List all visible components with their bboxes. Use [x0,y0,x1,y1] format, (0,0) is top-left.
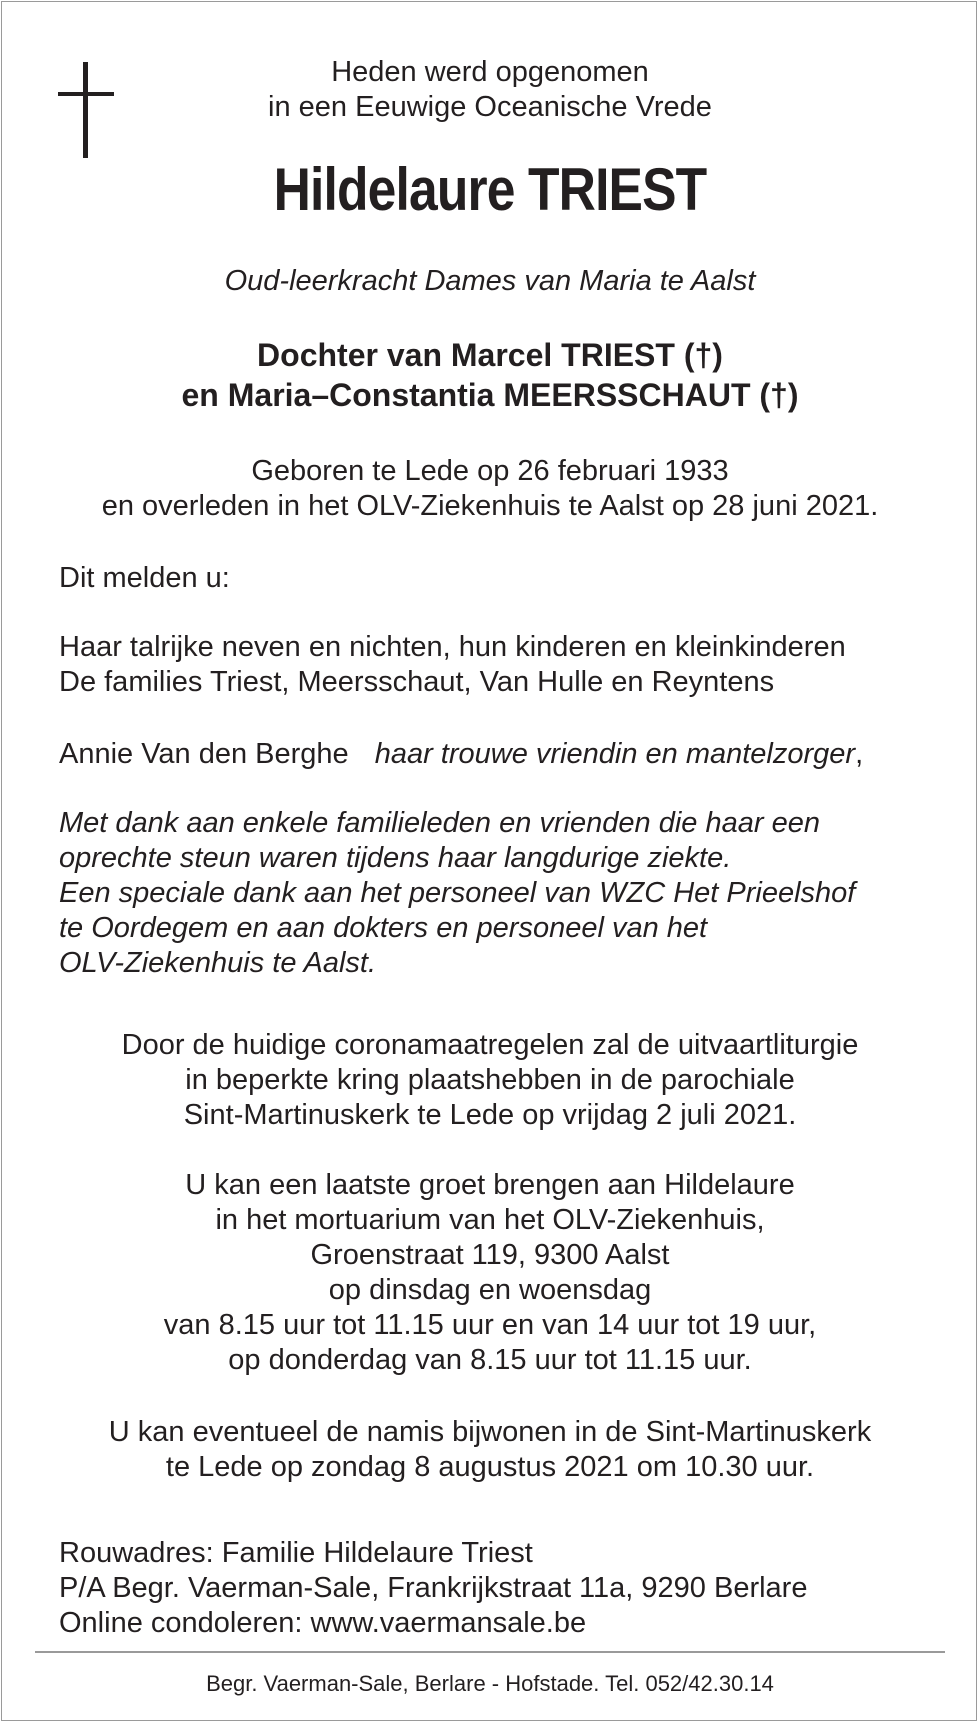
contact-line-1: Rouwadres: Familie Hildelaure Triest [59,1537,533,1569]
mass-line-1: U kan eventueel de namis bijwonen in de Sint-Martinuskerk [108,1416,872,1448]
visit-line-1: U kan een laatste groet brengen aan Hildelaure [185,1169,795,1201]
visit-line-2: in het mortuarium van het OLV-Ziekenhuis, [215,1204,765,1236]
thanks-line-3: Een speciale dank aan het personeel van WZC Het Prieelshof [59,877,856,909]
family-line-2: De families Triest, Meersschaut, Van Hulle en Reyntens [59,666,775,698]
dates-line-2: en overleden in het OLV-Ziekenhuis te Aalst op 28 juni 2021. [101,490,879,522]
contact-line-3: Online condoleren: www.vaermansale.be [59,1607,587,1639]
deceased-name: Hildelaure TRIEST [273,156,707,223]
thanks-line-1: Met dank aan enkele familieleden en vrienden die haar een [59,807,820,839]
funeral-line-2: in beperkte kring plaatshebben in de parochiale [185,1064,795,1096]
footer-divider [35,1651,945,1653]
mass-line-2: te Lede op zondag 8 augustus 2021 om 10.30 uur. [165,1451,815,1483]
thanks-line-2: oprechte steun waren tijdens haar langdurige ziekte. [59,842,732,874]
contact-line-2: P/A Begr. Vaerman-Sale, Frankrijkstraat 11a, 9290 Berlare [59,1572,808,1604]
funeral-line-1: Door de huidige coronamaatregelen zal de uitvaartliturgie [121,1029,859,1061]
visit-line-3: Groenstraat 119, 9300 Aalst [310,1239,670,1271]
parents-line-2: en Maria–Constantia MEERSSCHAUT (†) [181,377,799,413]
thanks-line-5: OLV-Ziekenhuis te Aalst. [59,947,377,979]
thanks-line-4: te Oordegem en aan dokters en personeel van het [59,912,708,944]
friend-line [59,740,863,769]
funeral-line-3: Sint-Martinuskerk te Lede op vrijdag 2 juli 2021. [183,1099,797,1131]
family-line-1: Haar talrijke neven en nichten, hun kinderen en kleinkinderen [59,631,846,663]
visit-line-5: van 8.15 uur tot 11.15 uur en van 14 uur tot 19 uur, [163,1309,817,1341]
friend-role: haar trouwe vriendin en mantelzorger [374,738,856,770]
announce: Dit melden u: [59,562,230,594]
occupation: Oud-leerkracht Dames van Maria te Aalst [224,265,756,297]
intro-line-2: in een Eeuwige Oceanische Vrede [268,91,712,123]
footer-text: Begr. Vaerman-Sale, Berlare - Hofstade. Tel. 052/42.30.14 [206,1671,774,1696]
parents-line-1: Dochter van Marcel TRIEST (†) [257,337,723,373]
dates-line-1: Geboren te Lede op 26 februari 1933 [251,455,729,487]
visit-line-4: op dinsdag en woensdag [328,1274,652,1306]
friend-punct: , [855,738,864,770]
friend-name: Annie Van den Berghe [59,738,349,770]
intro-line-1: Heden werd opgenomen [331,56,649,88]
visit-line-6: op donderdag van 8.15 uur tot 11.15 uur. [228,1344,752,1376]
